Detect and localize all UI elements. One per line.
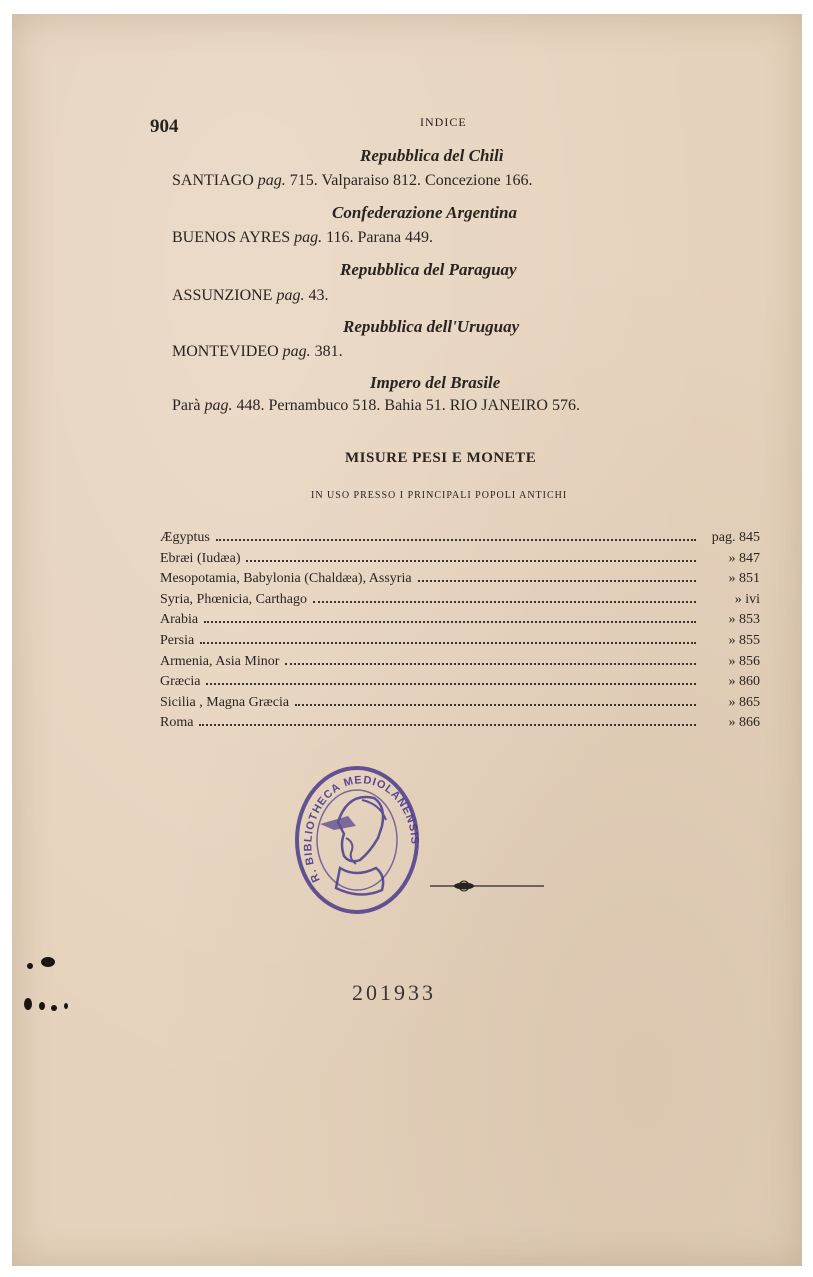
dot-leader [206, 683, 696, 685]
running-title: INDICE [420, 115, 467, 129]
ornamental-rule [430, 880, 544, 892]
country-heading: Repubblica del Chilì [360, 146, 504, 165]
page-number: 904 [150, 116, 179, 137]
country-entry: SANTIAGO pag. 715. Valparaiso 812. Concezione 166. [172, 172, 533, 189]
helmeted-head-icon [320, 797, 386, 895]
country-entry: ASSUNZIONE pag. 43. [172, 287, 329, 304]
ink-blot [18, 948, 78, 1018]
toc-entry: Græcia » 860 [160, 674, 760, 690]
toc-entry: Roma » 866 [160, 715, 760, 731]
country-heading: Confederazione Argentina [332, 203, 517, 222]
toc-entry: Persia » 855 [160, 632, 760, 648]
dot-leader [216, 539, 696, 541]
country-entry: MONTEVIDEO pag. 381. [172, 343, 343, 360]
toc-entry: Sicilia , Magna Græcia » 865 [160, 694, 760, 710]
inventory-number: 201933 [352, 980, 436, 1005]
dot-leader [200, 642, 696, 644]
toc-entry: Syria, Phœnicia, Carthago » ivi [160, 591, 760, 607]
dot-leader [418, 580, 696, 582]
dot-leader [199, 724, 696, 726]
dot-leader [295, 704, 696, 706]
country-entry: Parà pag. 448. Pernambuco 518. Bahia 51. RIO JANEIRO 576. [172, 397, 580, 414]
section-subtitle: IN USO PRESSO I PRINCIPALI POPOLI ANTICHI [311, 490, 568, 501]
country-heading: Repubblica del Paraguay [340, 260, 517, 279]
dot-leader [204, 621, 696, 623]
toc-list [160, 530, 760, 736]
stamp-legend: R. BIBLIOTHECA MEDIOLANENSIS [302, 774, 421, 885]
toc-entry: Ægyptus pag. 845 [160, 530, 760, 545]
toc-entry: Armenia, Asia Minor » 856 [160, 653, 760, 669]
toc-entry: Ebræi (Iudæa) » 847 [160, 550, 760, 566]
toc-entry: Mesopotamia, Babylonia (Chaldæa), Assyria » 851 [160, 571, 760, 587]
country-entry: BUENOS AYRES pag. 116. Parana 449. [172, 229, 434, 246]
section-title: MISURE PESI E MONETE [345, 450, 537, 466]
country-heading: Impero del Brasile [370, 373, 501, 392]
toc-entry: Arabia » 853 [160, 612, 760, 628]
library-stamp [290, 760, 425, 920]
dot-leader [285, 663, 696, 665]
dot-leader [313, 601, 696, 603]
dot-leader [246, 560, 696, 562]
country-heading: Repubblica dell'Uruguay [343, 317, 520, 336]
